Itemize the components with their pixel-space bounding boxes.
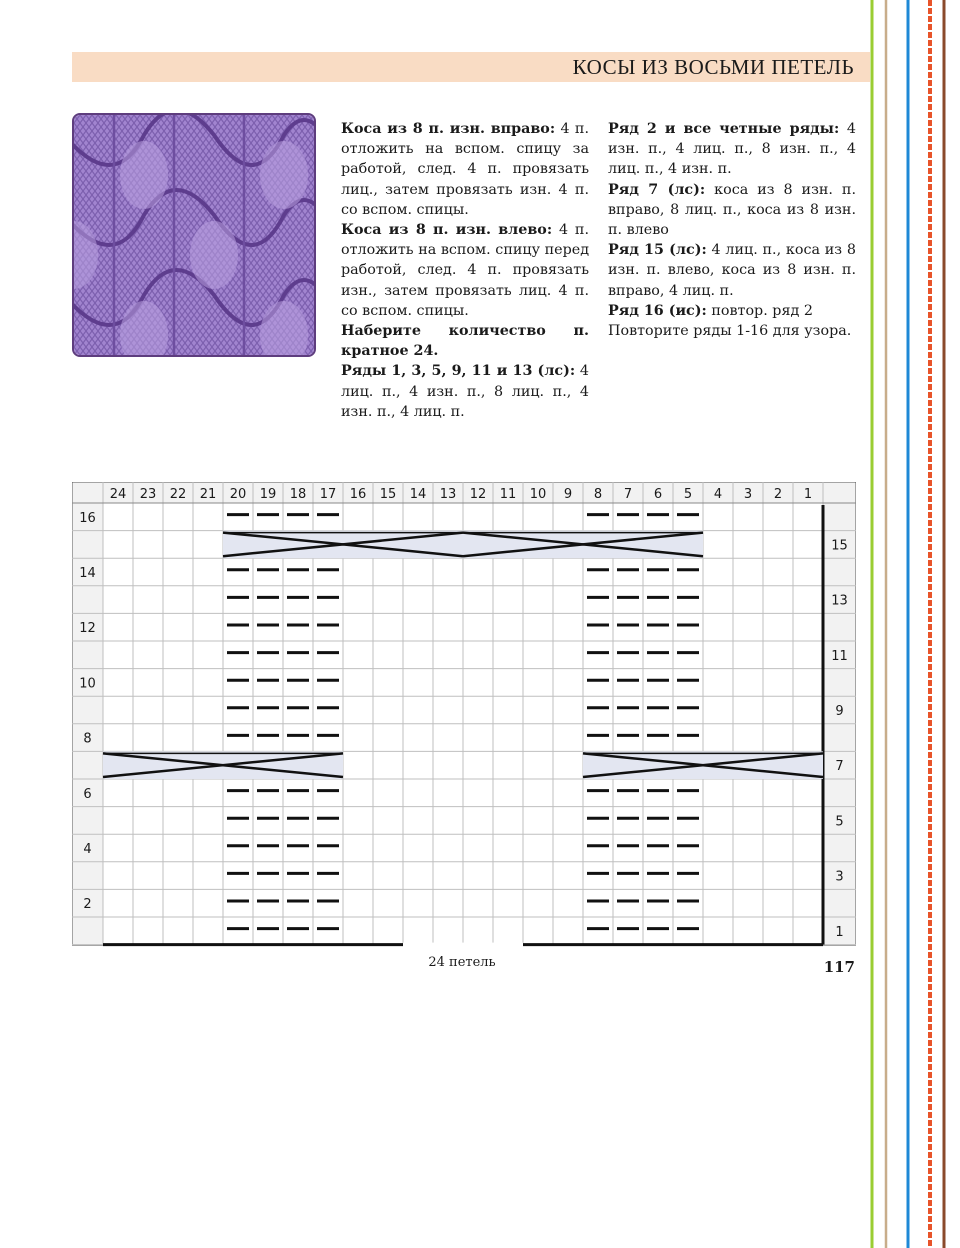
column-number: 18 (289, 487, 307, 502)
column-number: 19 (259, 487, 277, 502)
column-number: 3 (743, 487, 753, 502)
row-label-right: 1 (835, 924, 844, 940)
row-label-right: 15 (831, 538, 848, 554)
row-label-right: 7 (835, 759, 844, 775)
knitting-chart (72, 482, 856, 948)
column-number: 16 (349, 487, 367, 502)
row-15-text: 4 лиц. п., коса из 8 изн. п. влево, коса из 8 изн. п. вправо, 4 лиц. п. (608, 242, 856, 299)
column-header-band (73, 483, 856, 504)
column-number: 11 (499, 487, 517, 502)
row-label-left: 16 (79, 510, 96, 526)
column-number: 2 (773, 487, 783, 502)
row-16-text: повтор. ряд 2 (711, 302, 813, 319)
instructions-right-column (608, 119, 856, 341)
chart-caption: 24 петель (428, 955, 496, 970)
knitted-swatch-image (72, 113, 316, 357)
column-number: 1 (803, 487, 813, 502)
row-2-text: 4 изн. п., 4 лиц. п., 8 изн. п., 4 лиц. п., 4 изн. п. (608, 121, 857, 178)
row-label-left: 4 (83, 842, 92, 857)
column-number: 14 (409, 487, 427, 502)
cable-right-heading: Коса из 8 п. изн. вправо: (341, 121, 556, 137)
column-number: 7 (623, 487, 633, 502)
cable-left-heading: Коса из 8 п. изн. влево: (341, 222, 553, 239)
column-number: 22 (169, 487, 187, 502)
cable-right-text: 4 п. отложить на вспом. спицу за работой, след. 4 п. провязать лиц., затем провязать изн. 4 п. со вспом. спицы. (341, 121, 590, 218)
row-15-heading: Ряд 15 (лс): (608, 242, 707, 259)
column-number: 24 (109, 487, 127, 502)
row-2-heading: Ряд 2 и все четные ряды: (608, 121, 840, 137)
section-title: КОСЫ ИЗ ВОСЬМИ ПЕТЕЛЬ (572, 55, 854, 79)
instructions-left-column (341, 119, 589, 422)
row-label-right: 9 (835, 704, 844, 719)
cable-left-text: 4 п. отложить на вспом. спицу перед работой, след. 4 п. провязать изн., затем провязать лиц. 4 п. со вспом. спицы. (341, 222, 589, 319)
column-number: 17 (319, 487, 337, 502)
row-label-right: 5 (835, 814, 844, 830)
column-number: 9 (563, 487, 573, 502)
decorative-threads (864, 0, 960, 1248)
row-label-right: 13 (831, 593, 848, 609)
rows-odd-text: 4 лиц. п., 4 изн. п., 8 лиц. п., 4 изн. п., 4 лиц. п. (341, 363, 589, 420)
row-label-left: 14 (79, 566, 96, 581)
row-label-left: 10 (79, 676, 96, 692)
row-label-left: 8 (83, 731, 92, 747)
column-number: 20 (229, 487, 247, 502)
column-number: 21 (199, 487, 217, 502)
column-number: 13 (439, 487, 457, 502)
page-number: 117 (823, 958, 855, 976)
cast-on-instruction: Наберите количество п. кратное 24. (341, 323, 589, 360)
column-number: 8 (593, 487, 603, 502)
column-number: 10 (529, 487, 547, 502)
row-16-heading: Ряд 16 (ис): (608, 302, 707, 319)
row-label-left: 12 (79, 621, 96, 637)
repeat-instruction: Повторите ряды 1-16 для узора. (608, 323, 852, 340)
column-number: 15 (379, 487, 397, 502)
row-7-heading: Ряд 7 (лс): (608, 181, 706, 198)
row-label-right: 3 (835, 869, 844, 885)
row-label-right: 11 (831, 648, 848, 664)
rows-odd-heading: Ряды 1, 3, 5, 9, 11 и 13 (лс): (341, 363, 576, 380)
row-7-text: коса из 8 изн. п. вправо, 8 лиц. п., коса из 8 изн. п. влево (608, 181, 856, 239)
column-number: 4 (713, 487, 723, 502)
row-label-left: 6 (83, 786, 92, 802)
border-gap (403, 943, 523, 948)
column-number: 5 (683, 487, 693, 502)
row-label-left: 2 (83, 897, 92, 913)
section-header-band (72, 52, 870, 82)
column-number: 6 (653, 487, 663, 502)
column-number: 12 (469, 487, 487, 502)
column-number: 23 (139, 487, 157, 502)
